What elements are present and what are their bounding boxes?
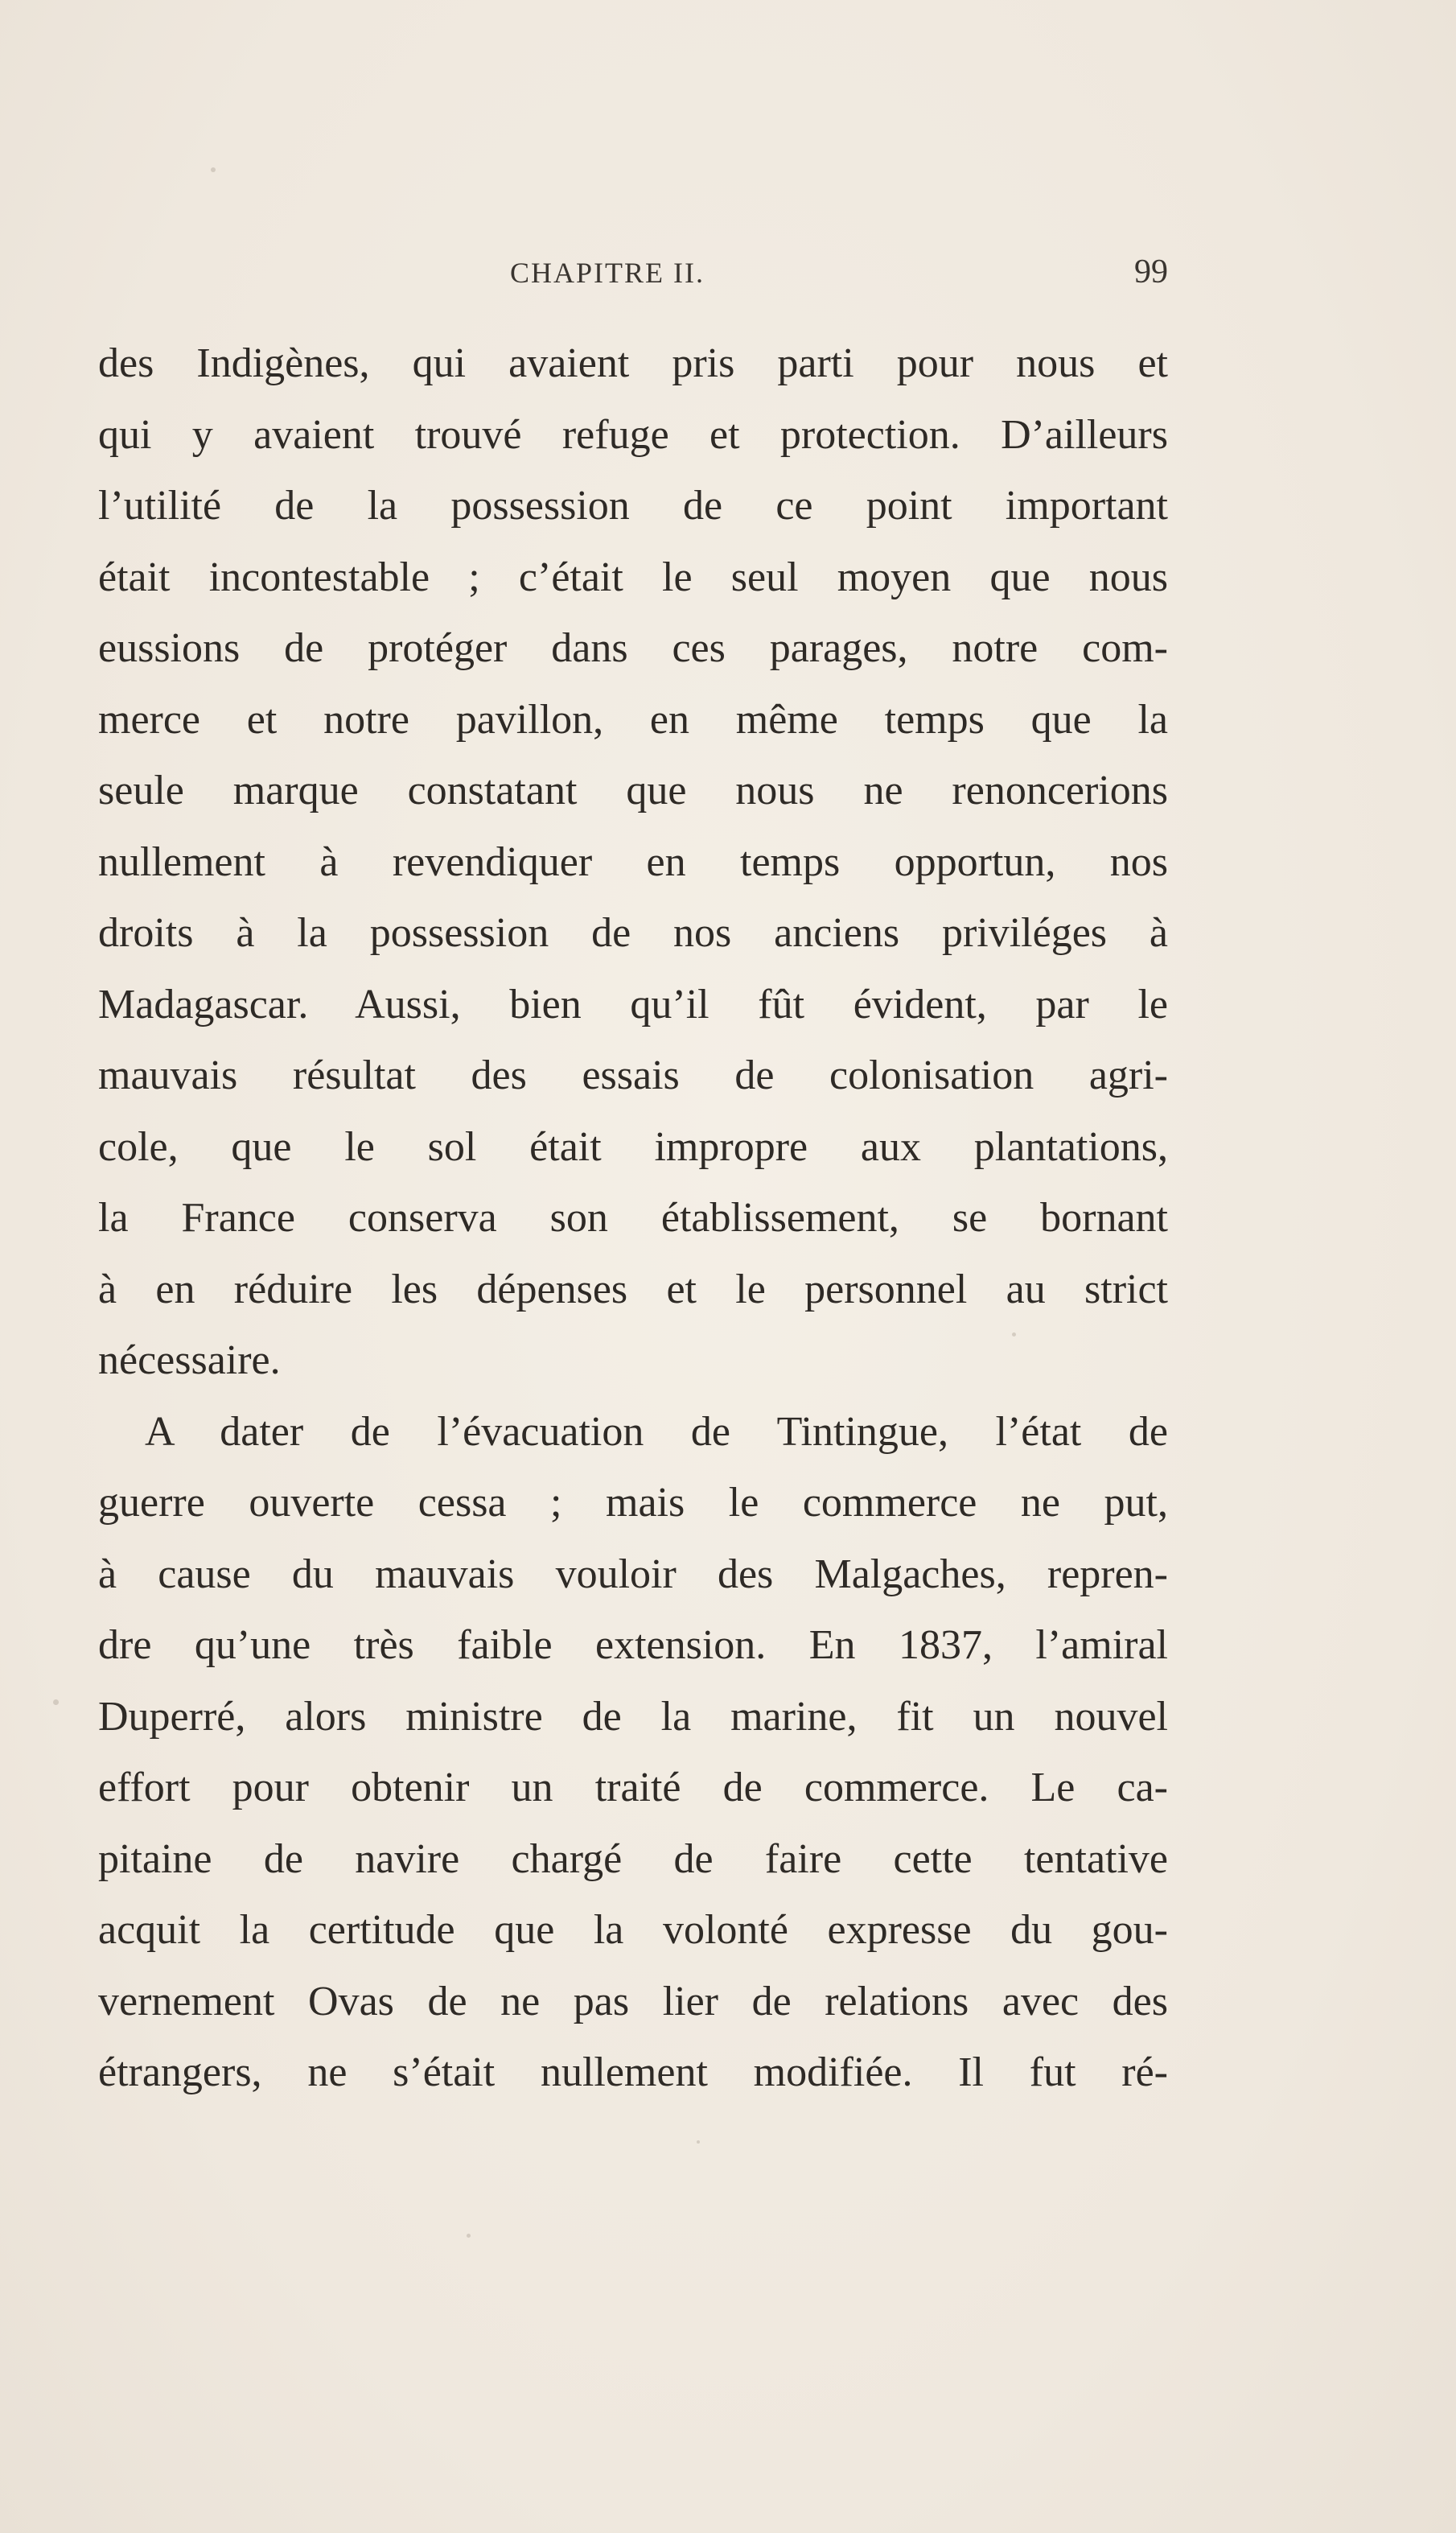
text-line: seule marque constatant que nous ne renoncerions [98, 768, 1168, 813]
text-line: pitaine de navire chargé de faire cette tentative [98, 1835, 1168, 1882]
text-line: mauvais résultat des essais de colonisation agri- [98, 1052, 1168, 1098]
text-line: étrangers, ne s’était nullement modifiée. Il fut ré- [98, 2049, 1168, 2095]
text-line: qui y avaient trouvé refuge et protection. D’ailleurs [98, 411, 1168, 458]
page-header [98, 253, 1168, 296]
paper-speck [467, 2234, 471, 2238]
text-line: cole, que le sol était impropre aux plantations, [98, 1123, 1168, 1170]
text-line: merce et notre pavillon, en même temps que la [98, 696, 1168, 743]
text-line: dre qu’une très faible extension. En 1837, l’amiral [98, 1622, 1168, 1668]
text-line: l’utilité de la possession de ce point important [98, 483, 1168, 529]
text-line: à en réduire les dépenses et le personnel au strict [98, 1266, 1168, 1312]
running-head: CHAPITRE II. [510, 257, 705, 289]
text-line: effort pour obtenir un traité de commerce. Le ca- [98, 1765, 1168, 1810]
text-line: droits à la possession de nos anciens priviléges à [98, 910, 1168, 956]
paper-speck [1012, 1332, 1016, 1337]
page-number: 99 [1134, 253, 1168, 290]
text-line: acquit la certitude que la volonté expresse du gou- [98, 1907, 1168, 1953]
paper-speck [53, 1699, 59, 1705]
text-line: Duperré, alors ministre de la marine, fit un nouvel [98, 1693, 1168, 1740]
text-line: la France conserva son établissement, se bornant [98, 1195, 1168, 1241]
text-line: des Indigènes, qui avaient pris parti pour nous et [98, 340, 1168, 386]
text-line: guerre ouverte cessa ; mais le commerce ne put, [98, 1480, 1168, 1526]
text-line: eussions de protéger dans ces parages, notre com- [98, 625, 1168, 671]
text-line: Madagascar. Aussi, bien qu’il fût évident, par le [98, 981, 1168, 1028]
text-line: nécessaire. [98, 1337, 281, 1383]
paper-speck [697, 2140, 700, 2144]
text-line: vernement Ovas de ne pas lier de relations avec des [98, 1978, 1168, 2024]
text-line: nullement à revendiquer en temps opportun, nos [98, 838, 1168, 885]
text-line: à cause du mauvais vouloir des Malgaches, repren- [98, 1551, 1168, 1597]
text-line: était incontestable ; c’était le seul moyen que nous [98, 554, 1168, 600]
body-text [98, 328, 1168, 2109]
paper-speck [211, 167, 216, 172]
text-line: A dater de l’évacuation de Tintingue, l’état de [145, 1408, 1168, 1455]
